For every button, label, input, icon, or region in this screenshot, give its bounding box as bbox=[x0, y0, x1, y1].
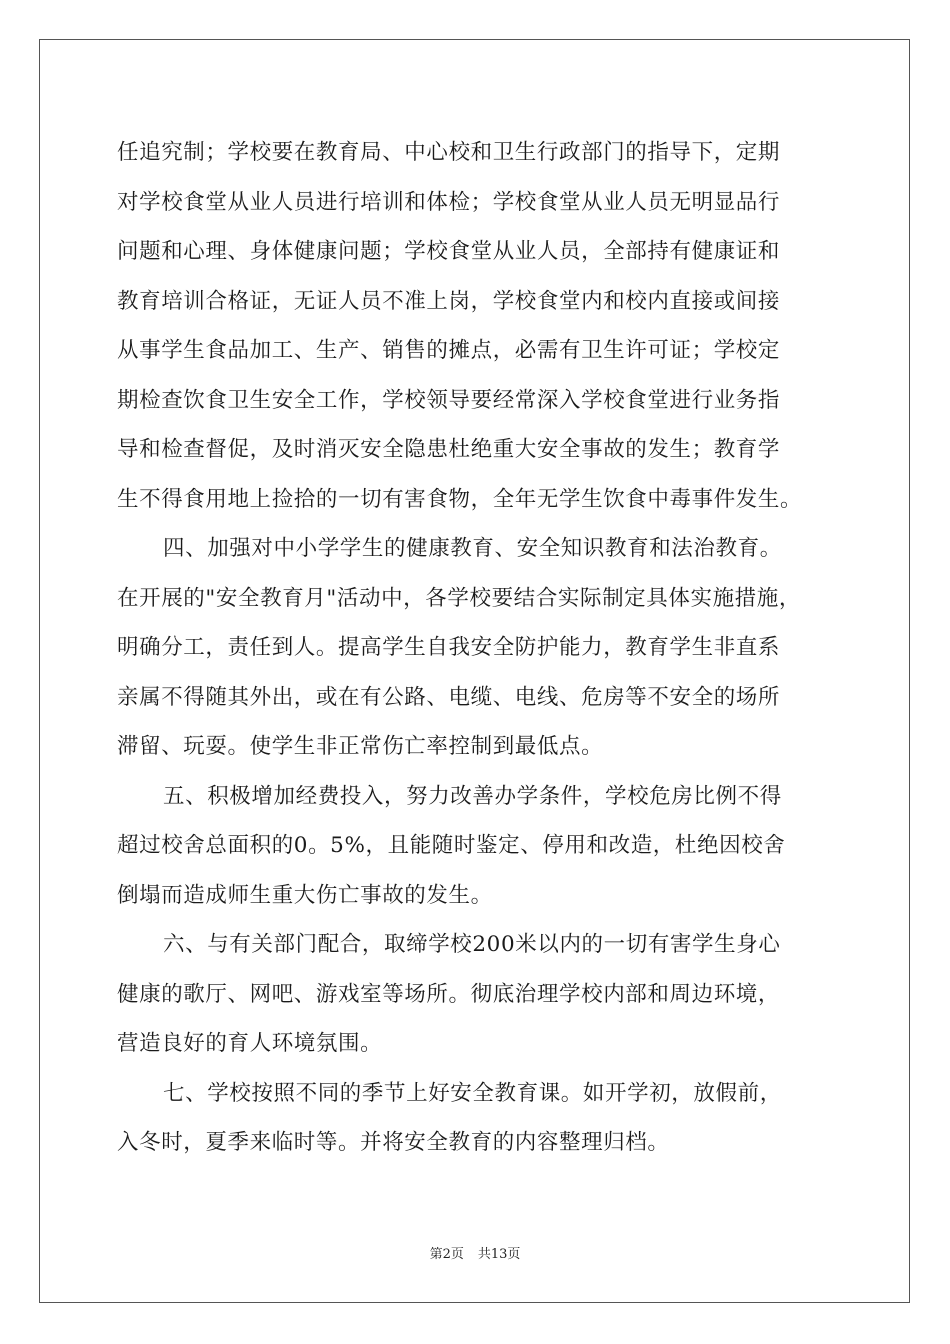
text-line: 生不得食用地上捡拾的一切有害食物，全年无学生饮食中毒事件发生。 bbox=[117, 486, 803, 512]
text-line: 从事学生食品加工、生产、销售的摊点，必需有卫生许可证；学校定 bbox=[117, 338, 781, 363]
text-line: 超过校舍总面积的0。5%，且能随时鉴定、停用和改造，杜绝因校舍 bbox=[117, 833, 786, 858]
text-line: 任追究制；学校要在教育局、中心校和卫生行政部门的指导下，定期 bbox=[117, 140, 781, 165]
text-line: 明确分工，责任到人。提高学生自我安全防护能力，教育学生非直系 bbox=[117, 635, 781, 660]
paragraph-start-line: 四、加强对中小学学生的健康教育、安全知识教育和法治教育。 bbox=[163, 536, 782, 561]
text-line: 营造良好的育人环境氛围。 bbox=[117, 1031, 383, 1056]
text-line: 滞留、玩耍。使学生非正常伤亡率控制到最低点。 bbox=[117, 734, 604, 759]
text-line: 在开展的"安全教育月"活动中，各学校要结合实际制定具体实施措施， bbox=[117, 585, 801, 611]
text-line: 导和检查督促，及时消灭安全隐患杜绝重大安全事故的发生；教育学 bbox=[117, 437, 781, 462]
page-number-total: 共13页 bbox=[477, 1247, 521, 1262]
text-line: 问题和心理、身体健康问题；学校食堂从业人员，全部持有健康证和 bbox=[117, 239, 781, 264]
page-footer bbox=[0, 1243, 950, 1262]
text-line: 入冬时，夏季来临时等。并将安全教育的内容整理归档。 bbox=[117, 1130, 670, 1155]
text-line: 对学校食堂从业人员进行培训和体检；学校食堂从业人员无明显品行 bbox=[117, 189, 781, 215]
text-line: 健康的歌厅、网吧、游戏室等场所。彻底治理学校内部和周边环境， bbox=[117, 981, 781, 1007]
paragraph-start-line: 五、积极增加经费投入，努力改善办学条件，学校危房比例不得 bbox=[163, 783, 782, 809]
paragraph-start-line: 七、学校按照不同的季节上好安全教育课。如开学初，放假前， bbox=[163, 1080, 782, 1106]
page-number-current: 第2页 bbox=[429, 1247, 464, 1262]
text-line: 教育培训合格证，无证人员不准上岗，学校食堂内和校内直接或间接 bbox=[117, 288, 781, 314]
text-line: 倒塌而造成师生重大伤亡事故的发生。 bbox=[117, 882, 493, 908]
text-line: 亲属不得随其外出，或在有公路、电缆、电线、危房等不安全的场所 bbox=[117, 684, 781, 710]
document-body bbox=[117, 128, 837, 1168]
text-line: 期检查饮食卫生安全工作，学校领导要经常深入学校食堂进行业务指 bbox=[117, 387, 781, 413]
paragraph-start-line: 六、与有关部门配合，取缔学校200米以内的一切有害学生身心 bbox=[163, 932, 781, 957]
